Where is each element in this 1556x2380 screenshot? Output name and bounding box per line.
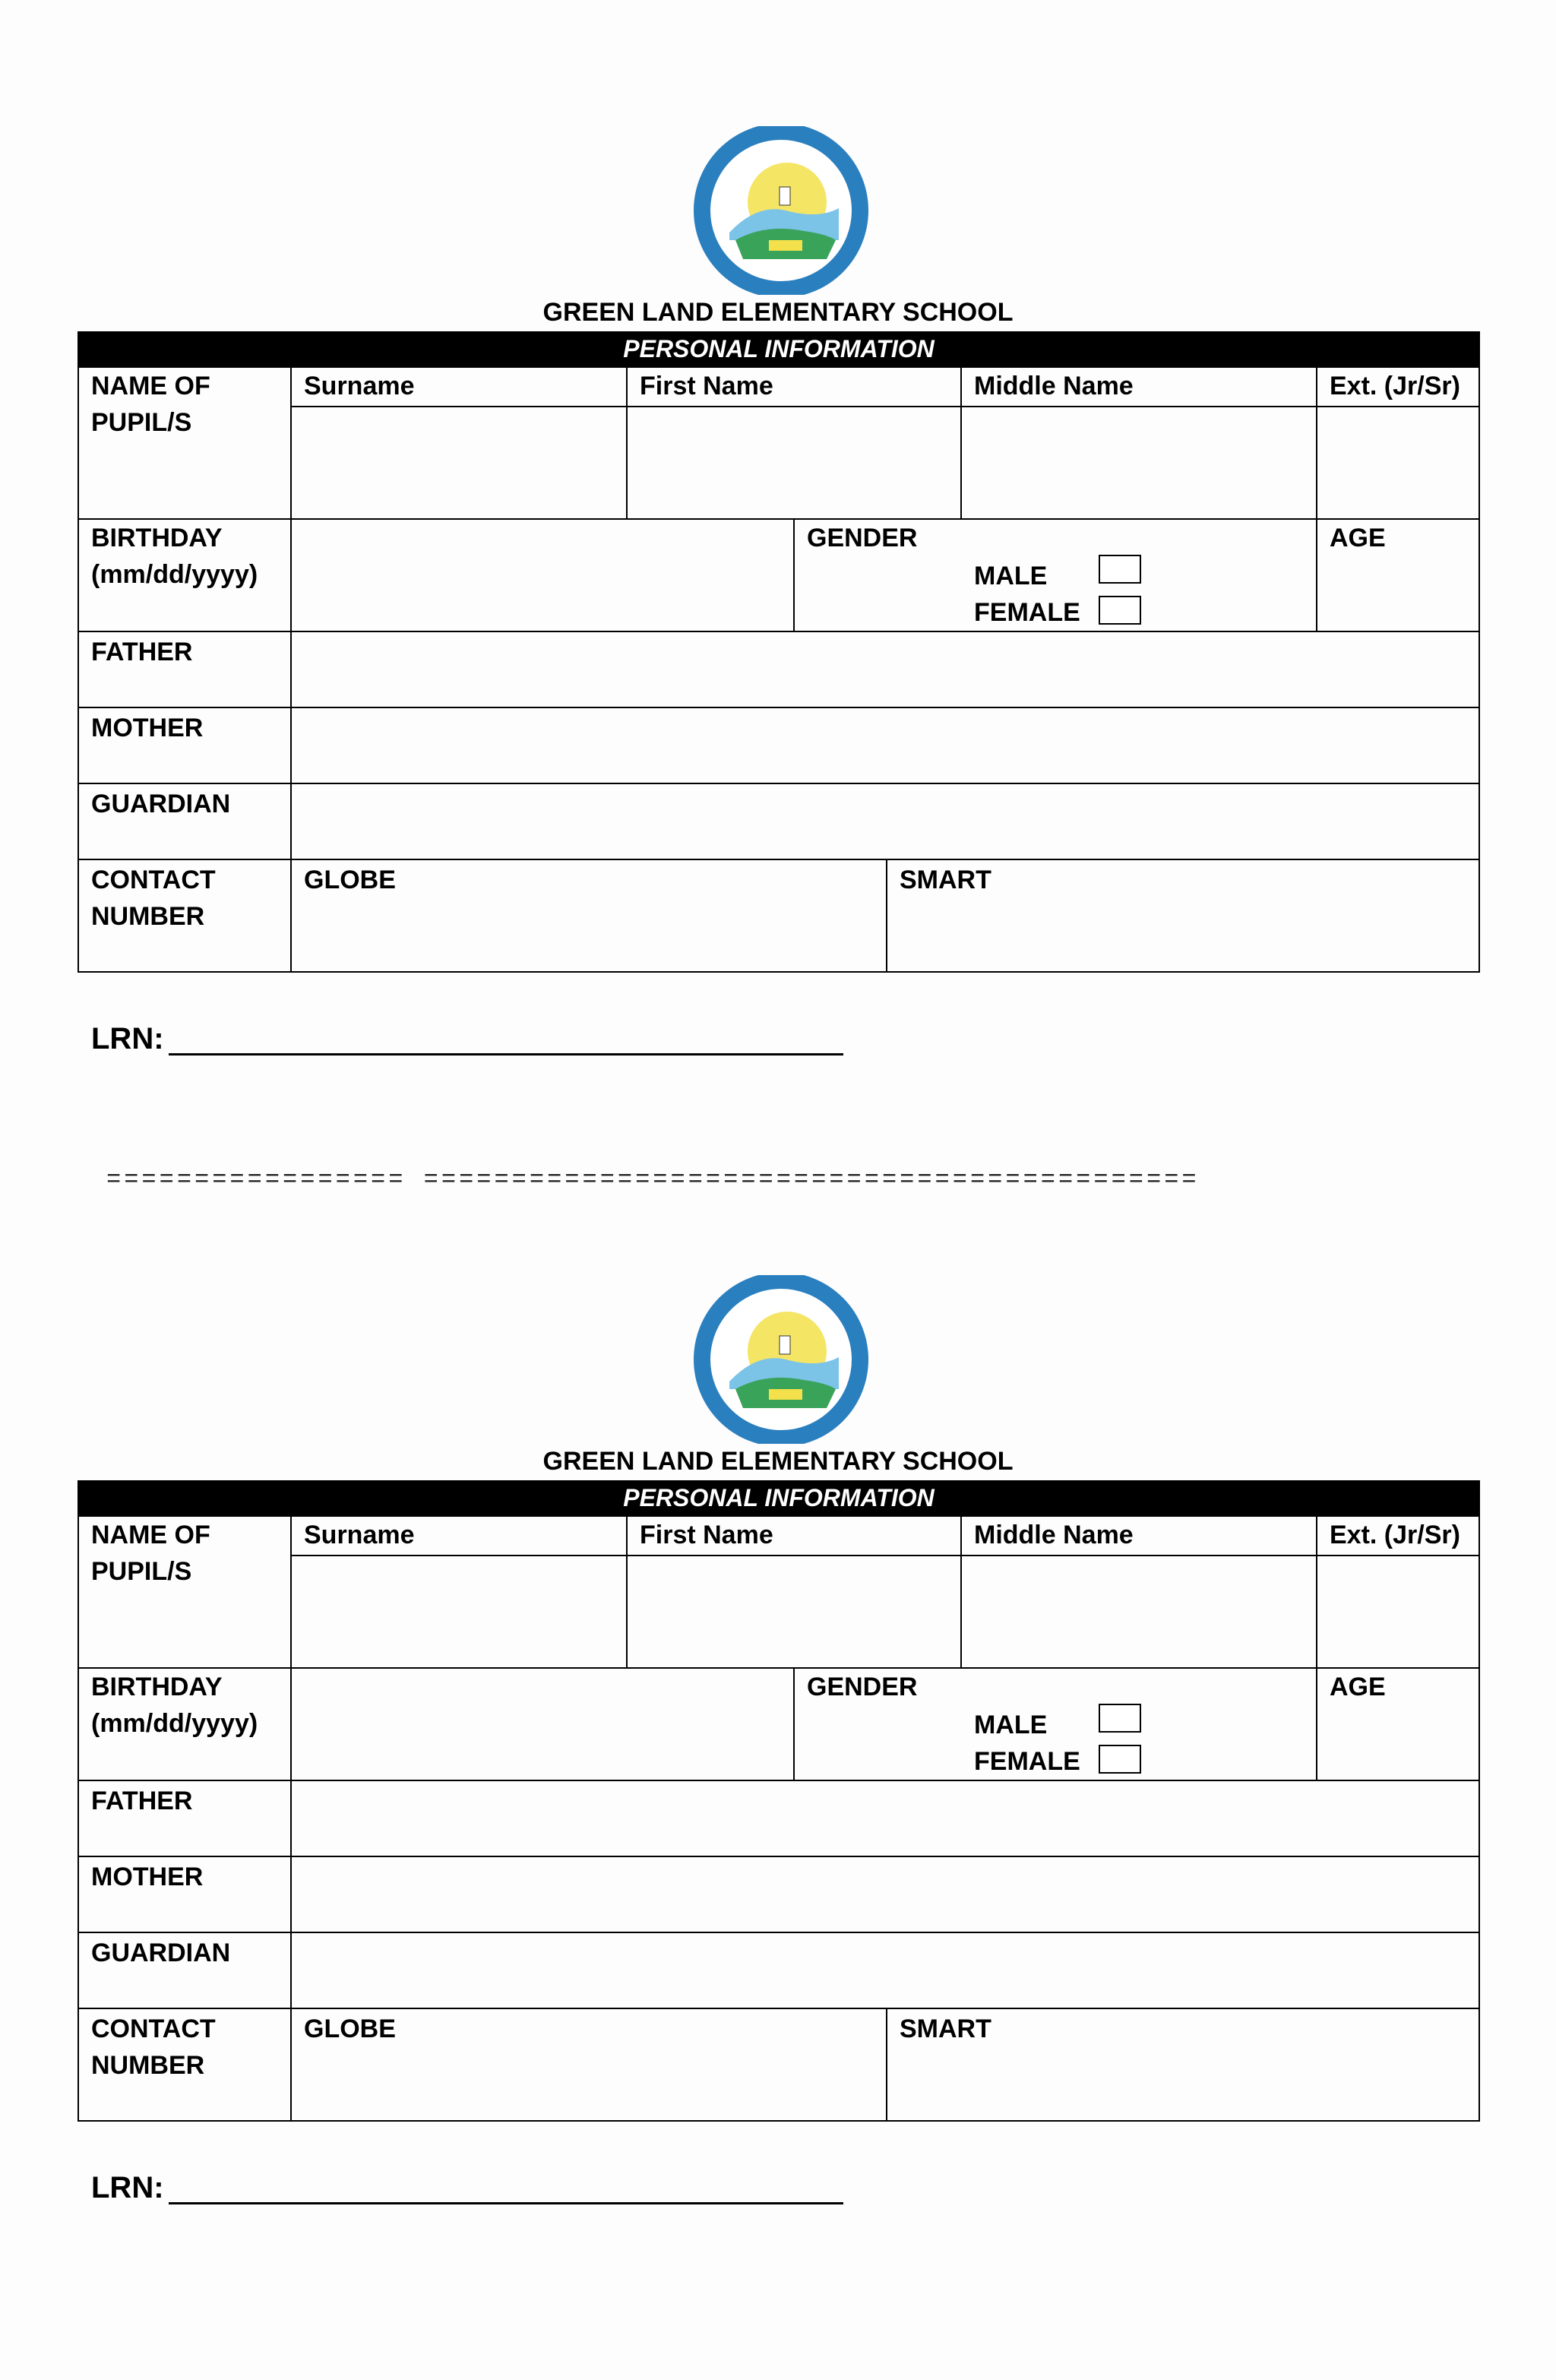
school-name: GREEN LAND ELEMENTARY SCHOOL xyxy=(542,298,1014,327)
birthday-field[interactable] xyxy=(290,1667,795,1781)
female-label: FEMALE xyxy=(974,1747,1080,1776)
female-checkbox[interactable] xyxy=(1099,1745,1141,1774)
surname-label: Surname xyxy=(304,372,415,400)
ext-field[interactable] xyxy=(1316,1555,1480,1669)
father-field[interactable] xyxy=(290,631,1480,708)
middle-name-field[interactable] xyxy=(960,406,1317,520)
first-name-field[interactable] xyxy=(626,1555,962,1669)
first-name-label: First Name xyxy=(640,372,773,400)
ext-field[interactable] xyxy=(1316,406,1480,520)
school-logo xyxy=(690,126,872,295)
school-logo xyxy=(690,1275,872,1444)
first-name-label: First Name xyxy=(640,1521,773,1549)
female-checkbox[interactable] xyxy=(1099,596,1141,625)
lrn-field[interactable] xyxy=(169,2202,843,2204)
guardian-field[interactable] xyxy=(290,1932,1480,2009)
globe-label: GLOBE xyxy=(304,2014,396,2043)
guardian-label: GUARDIAN xyxy=(91,790,231,818)
mother-field[interactable] xyxy=(290,1856,1480,1933)
birthday-label: BIRTHDAY (mm/dd/yyyy) xyxy=(91,1673,258,1738)
surname-label: Surname xyxy=(304,1521,415,1549)
father-field[interactable] xyxy=(290,1780,1480,1857)
birthday-field[interactable] xyxy=(290,518,795,632)
gender-label: GENDER xyxy=(807,1673,918,1701)
globe-label: GLOBE xyxy=(304,866,396,894)
mother-field[interactable] xyxy=(290,707,1480,784)
middle-name-label: Middle Name xyxy=(974,372,1134,400)
guardian-label: GUARDIAN xyxy=(91,1938,231,1967)
contact-number-label: CONTACT NUMBER xyxy=(91,866,216,931)
first-name-field[interactable] xyxy=(626,406,962,520)
gender-label: GENDER xyxy=(807,524,918,552)
male-label: MALE xyxy=(974,562,1048,590)
cut-line-separator: ================= ============================================ xyxy=(106,1166,1200,1194)
ext-label: Ext. (Jr/Sr) xyxy=(1330,1521,1460,1549)
mother-label: MOTHER xyxy=(91,1863,204,1891)
middle-name-field[interactable] xyxy=(960,1555,1317,1669)
lrn-label: LRN: xyxy=(91,2171,164,2204)
smart-label: SMART xyxy=(900,866,991,894)
smart-label: SMART xyxy=(900,2014,991,2043)
school-name: GREEN LAND ELEMENTARY SCHOOL xyxy=(542,1447,1014,1476)
surname-field[interactable] xyxy=(290,406,628,520)
male-label: MALE xyxy=(974,1711,1048,1739)
age-label: AGE xyxy=(1330,1673,1386,1701)
ext-label: Ext. (Jr/Sr) xyxy=(1330,372,1460,400)
guardian-field[interactable] xyxy=(290,783,1480,860)
contact-number-label: CONTACT NUMBER xyxy=(91,2014,216,2080)
birthday-label: BIRTHDAY (mm/dd/yyyy) xyxy=(91,524,258,589)
male-checkbox[interactable] xyxy=(1099,1704,1141,1733)
lrn-label: LRN: xyxy=(91,1022,164,1055)
mother-label: MOTHER xyxy=(91,714,204,742)
name-of-pupil-label: NAME OF PUPIL/S xyxy=(91,1521,210,1586)
section-title-bar: PERSONAL INFORMATION xyxy=(77,331,1480,366)
female-label: FEMALE xyxy=(974,598,1080,627)
surname-field[interactable] xyxy=(290,1555,628,1669)
name-of-pupil-label: NAME OF PUPIL/S xyxy=(91,372,210,437)
lrn-field[interactable] xyxy=(169,1053,843,1055)
male-checkbox[interactable] xyxy=(1099,555,1141,584)
age-label: AGE xyxy=(1330,524,1386,552)
father-label: FATHER xyxy=(91,1787,193,1815)
father-label: FATHER xyxy=(91,638,193,666)
middle-name-label: Middle Name xyxy=(974,1521,1134,1549)
section-title-bar: PERSONAL INFORMATION xyxy=(77,1480,1480,1515)
